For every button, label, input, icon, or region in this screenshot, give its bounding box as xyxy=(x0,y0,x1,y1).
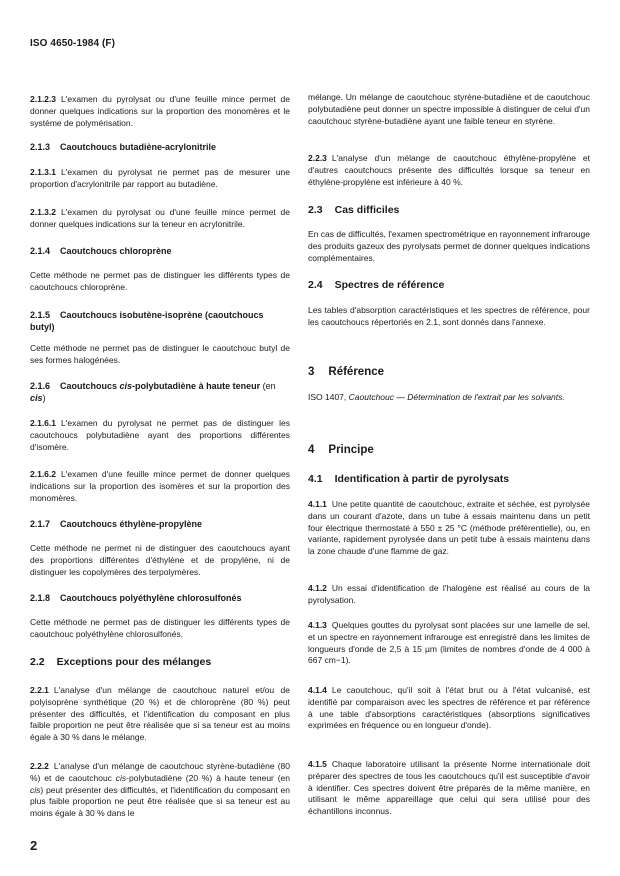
text: Cette méthode ne permet pas de distinguer les différents types de caoutchouc polyéthylène chlorosulfonés. xyxy=(30,617,290,639)
clause-number: 4 xyxy=(308,444,315,456)
text: Spectres de référence xyxy=(334,279,445,291)
section-heading xyxy=(308,205,590,217)
clause-number: 2.1.6 xyxy=(30,381,51,391)
text: L'analyse d'un mélange de caoutchouc naturel et/ou de polyisoprène synthétique (20 %) et de chloroprène (80 %) peut présenter des difficultés, et l'identification du composant en plus faible proportion ne peut être réalisée que si sa teneur est au moins égale à 30 % dans le mélange. xyxy=(30,685,290,743)
paragraph xyxy=(308,685,590,732)
section-heading xyxy=(308,474,590,486)
clause-number: 2.2.1 xyxy=(30,685,49,695)
clause-number: 4.1.4 xyxy=(308,685,327,695)
paragraph xyxy=(308,583,590,607)
text: Les tables d'absorption caractéristiques et les spectres de référence, pour les caoutchoucs répertoriés en 2.1, sont donnés dans l'annexe. xyxy=(308,305,590,327)
text: Caoutchoucs xyxy=(60,381,120,391)
document-header: ISO 4650-1984 (F) xyxy=(30,38,116,49)
italic-text: cis xyxy=(115,772,127,783)
clause-number: 2.1.4 xyxy=(30,246,51,256)
text: Identification à partir de pyrolysats xyxy=(334,473,510,485)
paragraph xyxy=(308,153,590,188)
paragraph xyxy=(308,392,590,404)
text: L'analyse d'un mélange de caoutchouc styrène-butadiène (80 %) et de caoutchouc xyxy=(30,761,290,783)
section-heading xyxy=(30,593,290,605)
text: L'examen du pyrolysat ne permet pas de distinguer les caoutchoucs polybutadiène ayant des proportions différentes d'isomère. xyxy=(30,418,290,452)
text: Cette méthode ne permet pas de distinguer le caoutchouc butyl de ses formes halogénées. xyxy=(30,343,290,365)
text: Chaque laboratoire utilisant la présente Norme internationale doit préparer des spectres de tous les caoutchoucs qu'il est susceptible d'avoir à identifier. Ces spectres doivent être préparés de la même manière, en utilisant le même appareillage que celui qui sera utilisé pour des échantillons inconnus. xyxy=(308,759,590,817)
clause-number: 4.1.3 xyxy=(308,620,327,630)
paragraph xyxy=(30,207,290,231)
text: ) xyxy=(42,392,46,403)
paragraph xyxy=(30,469,290,504)
text: L'examen du pyrolysat ou d'une feuille mince permet de donner quelques indications sur la proportion des monomères et le système de polymérisation. xyxy=(30,94,290,128)
text: L'analyse d'un mélange de caoutchouc éthylène-propylène et d'autres caoutchoucs présente des difficultés lorsque sa teneur en éthylène-propylène est inférieure à 40 %. xyxy=(308,153,590,187)
text: Caoutchoucs éthylène-propylène xyxy=(60,519,203,529)
text: Caoutchoucs polyéthylène chlorosulfonés xyxy=(60,593,242,603)
paragraph xyxy=(30,270,290,294)
section-heading xyxy=(308,445,590,457)
italic-text: Caoutchouc — Détermination de l'extrait par les solvants. xyxy=(348,392,565,402)
clause-number: 2.3 xyxy=(308,204,323,216)
paragraph xyxy=(30,617,290,641)
text: ISO 1407, xyxy=(308,392,349,402)
clause-number: 2.1.5 xyxy=(30,310,51,320)
text: Une petite quantité de caoutchouc, extraite et séchée, est pyrolysée dans un courant d'azote, dans un tube à essais maintenu dans un petit four électrique thermostaté à 550 ± 25 °C (méthode préférentielle), ou, en variante, rapidement pyrolysée dans un petit tube à essais maintenu dans la zone chaude d'une flamme de gaz. xyxy=(308,499,590,557)
italic-text: cis xyxy=(119,381,133,391)
paragraph xyxy=(30,761,290,820)
paragraph xyxy=(308,92,590,127)
text: Le caoutchouc, qu'il soit à l'état brut ou à l'état vulcanisé, est identifié par comparaison avec les spectres de référence et par référence à une table d'absorptions caractéristiques (absorptions significatives exprimées en fréquence ou en longueur d'onde). xyxy=(308,685,590,731)
paragraph xyxy=(30,94,290,129)
clause-number: 4.1.5 xyxy=(308,759,327,769)
paragraph xyxy=(308,499,590,558)
page-number: 2 xyxy=(30,838,38,853)
paragraph xyxy=(30,685,290,744)
clause-number: 2.2.3 xyxy=(308,153,327,163)
text: L'examen du pyrolysat ou d'une feuille mince permet de donner quelques indications sur la teneur en acrylonitrile. xyxy=(30,207,290,229)
clause-number: 4.1 xyxy=(308,473,323,485)
paragraph xyxy=(308,305,590,329)
clause-number: 4.1.1 xyxy=(308,499,327,509)
text: Exceptions pour des mélanges xyxy=(56,656,212,668)
clause-number: 2.1.3 xyxy=(30,142,51,152)
italic-text: cis xyxy=(30,392,43,403)
text: -polybutadiène (20 %) à haute teneur (en xyxy=(126,772,290,783)
text: ) peut présenter des difficultés, et l'identification du composant en plus faible proportion ne peut être réalisée que si sa teneur est au moins égale à 30 % dans le xyxy=(30,784,290,819)
paragraph xyxy=(30,343,290,367)
section-heading xyxy=(30,246,290,258)
clause-number: 2.2.2 xyxy=(30,761,49,771)
clause-number: 2.1.3.1 xyxy=(30,167,56,177)
text: Référence xyxy=(328,366,385,378)
paragraph xyxy=(308,229,590,264)
text: Cette méthode ne permet ni de distinguer des caoutchoucs ayant des proportions différentes d'éthylène et de propylène, ni de distinguer les copolymères des terpolymères. xyxy=(30,543,290,577)
section-heading xyxy=(30,142,290,154)
paragraph xyxy=(30,543,290,578)
clause-number: 4.1.2 xyxy=(308,583,327,593)
clause-number: 2.4 xyxy=(308,279,323,291)
text: Caoutchoucs isobutène-isoprène (caoutchoucs butyl) xyxy=(30,310,264,332)
section-heading xyxy=(30,310,290,334)
text: Principe xyxy=(328,444,374,456)
clause-number: 2.1.6.2 xyxy=(30,469,56,479)
section-heading xyxy=(30,657,290,669)
text: Caoutchoucs butadiène-acrylonitrile xyxy=(60,142,217,152)
clause-number: 2.1.2.3 xyxy=(30,94,56,104)
italic-text: cis xyxy=(30,784,41,795)
paragraph xyxy=(308,759,590,818)
paragraph xyxy=(308,620,590,667)
clause-number: 2.1.7 xyxy=(30,519,51,529)
text: L'examen du pyrolysat ne permet pas de mesurer une proportion d'acrylonitrile par rapport au butadiène. xyxy=(30,167,290,189)
clause-number: 2.1.8 xyxy=(30,593,51,603)
text: Cette méthode ne permet pas de distinguer les différents types de caoutchoucs chloroprène. xyxy=(30,270,290,292)
clause-number: 2.1.3.2 xyxy=(30,207,56,217)
section-heading xyxy=(30,519,290,531)
clause-number: 2.1.6.1 xyxy=(30,418,56,428)
text: Un essai d'identification de l'halogène est réalisé au cours de la pyrolysation. xyxy=(308,583,590,605)
section-heading xyxy=(308,367,590,379)
text: Quelques gouttes du pyrolysat sont placées sur une lamelle de sel, et un spectre en rayonnement infrarouge est enregistré dans les limites de longueurs d'onde de 2,5 à 15 µm (limites de nombres d'onde de 4 000 à 667 cm−1). xyxy=(308,620,590,666)
text: L'examen d'une feuille mince permet de donner quelques indications sur la proportion des isomères et sur la proportion des monomères. xyxy=(30,469,290,503)
paragraph xyxy=(30,167,290,191)
text: (en xyxy=(262,381,276,391)
paragraph xyxy=(30,418,290,453)
text: Cas difficiles xyxy=(334,204,400,216)
text: En cas de difficultés, l'examen spectrométrique en rayonnement infrarouge des produits gazeux des pyrolysats permet de donner quelques indications complémentaires. xyxy=(308,229,590,263)
clause-number: 2.2 xyxy=(30,656,45,668)
clause-number: 3 xyxy=(308,366,315,378)
text: -polybutadiène à haute teneur xyxy=(132,381,263,391)
text: Caoutchoucs chloroprène xyxy=(60,246,172,256)
section-heading xyxy=(30,381,290,405)
text: mélange. Un mélange de caoutchouc styrène-butadiène et de caoutchouc polybutadiène peut donner un spectre impossible à distinguer de celui d'un caoutchouc styrène-butadiène ayant une faible teneur en styrène. xyxy=(308,92,590,126)
section-heading xyxy=(308,280,590,292)
